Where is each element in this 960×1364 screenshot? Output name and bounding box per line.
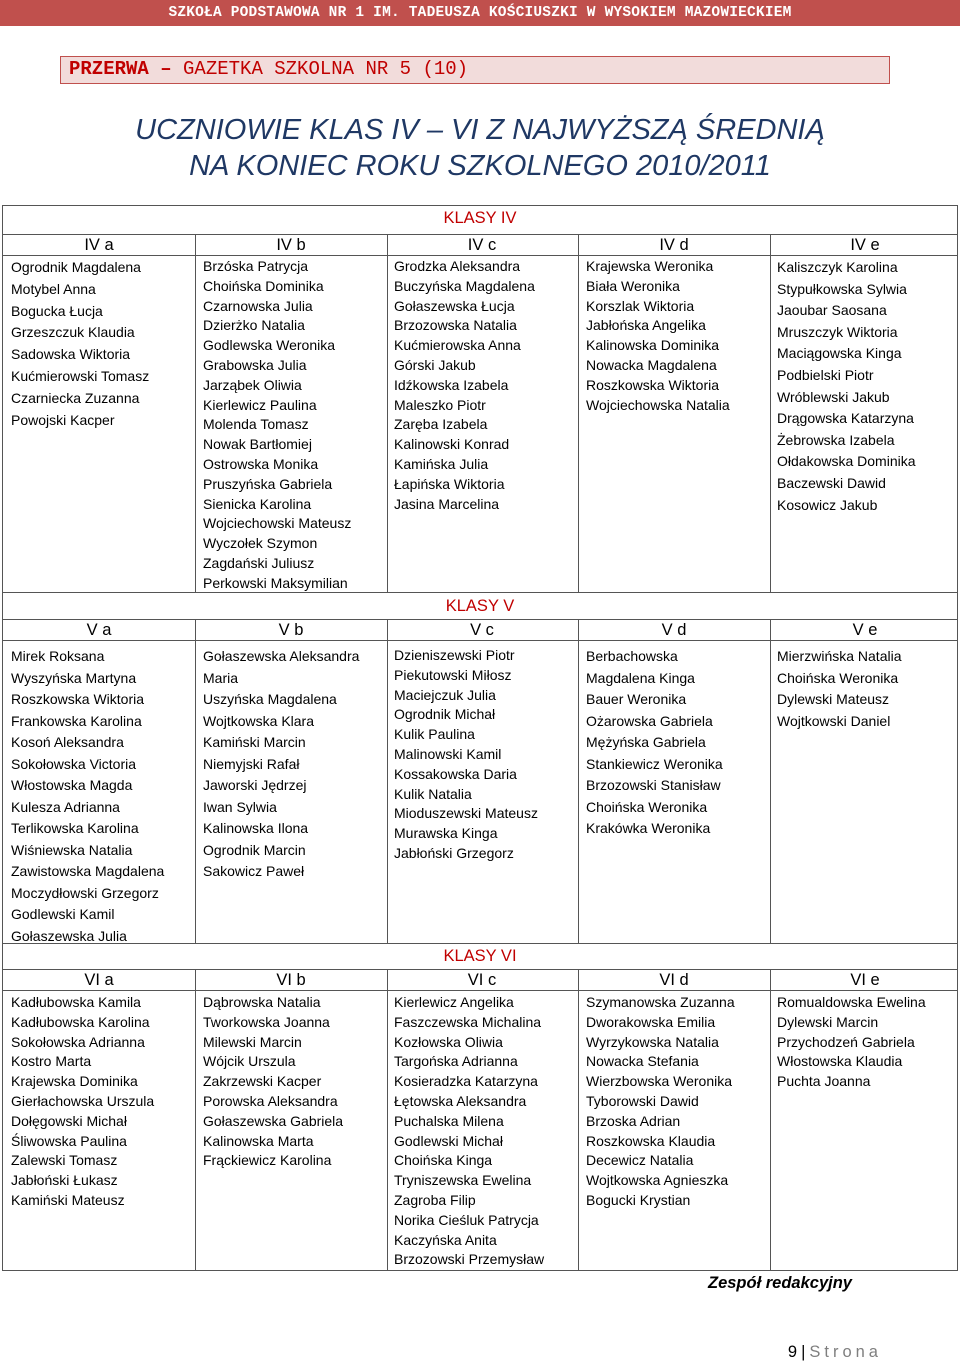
class-label: V b <box>278 621 304 639</box>
student-name: Wiśniewska Natalia <box>11 841 133 858</box>
student-name: Zalewski Tomasz <box>11 1152 118 1169</box>
student-list <box>777 993 926 1092</box>
student-name: Terlikowska Karolina <box>11 820 139 836</box>
student-name: Decewicz Natalia <box>586 1152 694 1169</box>
student-name: Przychodzeń Gabriela <box>777 1033 915 1050</box>
student-name: Stankiewicz Weronika <box>586 755 723 772</box>
class-label: IV a <box>84 236 114 254</box>
student-name: Tworkowska Joanna <box>203 1013 330 1030</box>
student-name: Wyrzykowska Natalia <box>586 1033 719 1050</box>
student-list <box>11 993 154 1211</box>
student-name: Jabłońska Angelika <box>586 317 706 334</box>
student-name: Idźkowska Izabela <box>394 376 509 393</box>
section-title: KLASY IV <box>443 209 517 227</box>
student-name: Czarnowska Julia <box>203 297 313 314</box>
class-label: IV e <box>850 236 880 254</box>
student-name: Kierlewicz Paulina <box>203 396 317 413</box>
student-name: Mioduszewski Mateusz <box>394 805 538 822</box>
student-name: Norika Cieśluk Patrycja <box>394 1211 539 1228</box>
page-indicator <box>788 1342 882 1362</box>
student-name: Motybel Anna <box>11 280 96 297</box>
student-list <box>203 257 351 594</box>
column-divider <box>387 234 388 592</box>
student-name: Sienicka Karolina <box>203 495 312 512</box>
student-name: Łętowska Aleksandra <box>394 1092 527 1109</box>
class-label: IV b <box>276 236 306 254</box>
student-name: Mierzwińska Natalia <box>777 648 902 664</box>
student-name: Grabowska Julia <box>203 356 307 373</box>
student-name: Wojciechowski Mateusz <box>203 515 352 532</box>
student-name: Buczyńska Magdalena <box>394 277 535 294</box>
student-name: Zaręba Izabela <box>394 416 488 433</box>
student-name: Kadłubowska Karolina <box>11 1013 150 1030</box>
column-divider <box>195 969 196 1270</box>
student-name: Łapińska Wiktoria <box>394 475 505 492</box>
student-name: Grzeszczuk Klaudia <box>11 324 135 341</box>
student-name: Choińska Weronika <box>777 669 899 686</box>
student-name: Dworakowska Emilia <box>586 1013 716 1030</box>
student-name: Frąckiewicz Karolina <box>203 1152 332 1169</box>
students-table <box>2 205 958 1271</box>
student-name: Ostrowska Monika <box>203 455 319 472</box>
student-name: Dylewski Marcin <box>777 1013 879 1030</box>
gazette-name: PRZERWA – <box>69 58 172 80</box>
student-name: Kosieradzka Katarzyna <box>394 1073 538 1090</box>
student-name: Kamińska Julia <box>394 455 489 472</box>
column-divider <box>387 619 388 943</box>
student-name: Śliwowska Paulina <box>11 1132 127 1149</box>
student-name: Wojtkowska Agnieszka <box>586 1172 729 1189</box>
column-divider <box>195 619 196 943</box>
student-name: Murawska Kinga <box>394 825 498 842</box>
student-name: Korszlak Wiktoria <box>586 297 695 314</box>
student-name: Kulesza Adrianna <box>11 798 120 815</box>
student-name: Zakrzewski Kacper <box>203 1073 322 1090</box>
student-name: Szymanowska Zuzanna <box>586 994 735 1010</box>
student-name: Kulik Paulina <box>394 726 475 743</box>
student-list <box>394 993 544 1270</box>
student-name: Kulik Natalia <box>394 785 472 802</box>
gazette-banner <box>60 56 890 84</box>
student-name: Moczydłowski Grzegorz <box>11 884 159 901</box>
student-name: Kozłowska Oliwia <box>394 1033 503 1050</box>
student-name: Niemyjski Rafał <box>203 755 300 772</box>
section-divider <box>3 943 957 944</box>
student-list <box>394 646 538 864</box>
class-label: VI a <box>84 971 114 989</box>
student-name: Godlewska Weronika <box>203 337 336 354</box>
column-divider <box>578 619 579 943</box>
student-name: Choińska Weronika <box>586 798 708 815</box>
student-name: Jabłoński Łukasz <box>11 1172 118 1189</box>
student-name: Bogucka Łucja <box>11 302 103 319</box>
student-list <box>11 257 149 431</box>
student-name: Godlewski Michał <box>394 1132 503 1149</box>
student-name: Kamiński Mateusz <box>11 1191 125 1208</box>
editorial-team: Zespół redakcyjny <box>708 1274 852 1292</box>
column-divider <box>770 619 771 943</box>
student-name: Gołaszewska Julia <box>11 927 127 944</box>
student-name: Kaliszczyk Karolina <box>777 259 898 275</box>
student-name: Porowska Aleksandra <box>203 1092 338 1109</box>
student-name: Wyszyńska Martyna <box>11 669 137 686</box>
student-name: Zawistowska Magdalena <box>11 863 165 879</box>
column-divider <box>195 234 196 592</box>
student-name: Maria <box>203 669 239 686</box>
student-name: Gołaszewska Gabriela <box>203 1112 344 1129</box>
student-name: Stypułkowska Sylwia <box>777 280 907 297</box>
student-name: Kaczyńska Anita <box>394 1231 497 1248</box>
page-number: 9 <box>787 1343 798 1361</box>
student-list <box>586 646 723 840</box>
student-name: Maciejczuk Julia <box>394 686 496 703</box>
student-name: Roszkowska Wiktoria <box>11 691 145 707</box>
student-name: Jarząbek Oliwia <box>203 376 302 393</box>
student-name: Kalinowska Dominika <box>586 337 720 354</box>
class-label: IV d <box>659 236 689 254</box>
student-list <box>394 257 535 514</box>
student-name: Mirek Roksana <box>11 648 105 664</box>
student-name: Mężyńska Gabriela <box>586 734 706 750</box>
student-name: Krakówka Weronika <box>586 820 711 836</box>
student-name: Wójcik Urszula <box>203 1053 296 1070</box>
student-name: Berbachowska <box>586 648 678 664</box>
student-name: Włostowska Klaudia <box>777 1053 903 1070</box>
section-title: KLASY VI <box>443 947 517 965</box>
section-title: KLASY V <box>445 597 515 615</box>
student-name: Czarniecka Zuzanna <box>11 389 140 406</box>
student-name: Roszkowska Klaudia <box>586 1132 716 1149</box>
class-header-row <box>3 619 957 641</box>
student-name: Tyborowski Dawid <box>586 1092 699 1109</box>
student-name: Kamiński Marcin <box>203 734 306 750</box>
student-name: Gierłachowska Urszula <box>11 1092 155 1109</box>
student-name: Roszkowska Wiktoria <box>586 376 720 393</box>
student-name: Górski Jakub <box>394 356 476 373</box>
student-name: Sadowska Wiktoria <box>11 346 131 363</box>
student-list <box>11 646 164 947</box>
student-name: Malinowski Kamil <box>394 745 502 762</box>
student-name: Brzoska Adrian <box>586 1112 681 1129</box>
student-name: Brzozowski Stanisław <box>586 777 721 793</box>
student-name: Dąbrowska Natalia <box>203 994 321 1010</box>
student-name: Uszyńska Magdalena <box>203 691 337 707</box>
student-name: Zagdański Juliusz <box>203 554 315 571</box>
class-label: VI b <box>276 971 306 989</box>
class-label: V e <box>852 621 878 639</box>
class-label: VI c <box>467 971 497 989</box>
student-name: Jasina Marcelina <box>394 495 500 512</box>
student-name: Grodzka Aleksandra <box>394 258 521 274</box>
class-label: VI e <box>850 971 880 989</box>
student-name: Godlewski Kamil <box>11 906 115 922</box>
student-name: Nowak Bartłomiej <box>203 436 312 453</box>
student-name: Kosoń Aleksandra <box>11 734 124 750</box>
student-name: Perkowski Maksymilian <box>203 574 348 591</box>
student-name: Jaworski Jędrzej <box>203 777 307 793</box>
class-header-row <box>3 234 957 256</box>
student-name: Kostro Marta <box>11 1053 92 1070</box>
student-name: Dzieniszewski Piotr <box>394 647 515 663</box>
student-name: Puchalska Milena <box>394 1112 504 1129</box>
student-name: Wojciechowska Natalia <box>586 396 730 413</box>
student-name: Ogrodnik Marcin <box>203 841 306 858</box>
student-name: Żebrowska Izabela <box>777 431 895 448</box>
student-name: Pruszyńska Gabriela <box>203 475 333 492</box>
student-name: Wyczołek Szymon <box>203 535 318 552</box>
section-divider <box>3 592 957 593</box>
student-name: Frankowska Karolina <box>11 712 142 729</box>
student-name: Nowacka Stefania <box>586 1053 699 1070</box>
student-name: Dylewski Mateusz <box>777 691 890 707</box>
student-name: Jaoubar Saosana <box>777 302 887 319</box>
student-name: Wojtkowski Daniel <box>777 712 891 729</box>
student-name: Podbielski Piotr <box>777 366 874 383</box>
page-title-line-2: NA KONIEC ROKU SZKOLNEGO 2010/2011 <box>189 150 771 182</box>
student-name: Kućmierowska Anna <box>394 337 521 354</box>
class-label: IV c <box>467 236 497 254</box>
student-list <box>777 646 901 732</box>
student-name: Sakowicz Paweł <box>203 863 305 879</box>
student-name: Krajewska Weronika <box>586 258 714 274</box>
student-name: Milewski Marcin <box>203 1033 302 1050</box>
column-divider <box>770 234 771 592</box>
gazette-issue: GAZETKA SZKOLNA NR 5 (10) <box>171 58 469 80</box>
student-name: Zagroba Filip <box>394 1191 476 1208</box>
student-name: Sokołowska Victoria <box>11 755 137 772</box>
column-divider <box>770 969 771 1270</box>
student-name: Brzozowska Natalia <box>394 317 517 334</box>
student-name: Powojski Kacper <box>11 411 115 428</box>
student-name: Brzozowski Przemysław <box>394 1251 545 1268</box>
student-name: Gołaszewska Łucja <box>394 297 515 314</box>
student-name: Tryniszewska Ewelina <box>394 1172 532 1189</box>
student-name: Kalinowska Marta <box>203 1132 314 1149</box>
school-name-banner: SZKOŁA PODSTAWOWA NR 1 IM. TADEUSZA KOŚCIUSZKI W WYSOKIEM MAZOWIECKIEM <box>0 0 960 26</box>
student-name: Kalinowski Konrad <box>394 436 510 453</box>
student-name: Brzóska Patrycja <box>203 258 309 274</box>
student-name: Gołaszewska Aleksandra <box>203 648 360 664</box>
student-name: Kosowicz Jakub <box>777 496 878 513</box>
student-name: Wierzbowska Weronika <box>586 1073 733 1090</box>
student-name: Mruszczyk Wiktoria <box>777 323 898 340</box>
student-name: Choińska Kinga <box>394 1152 493 1169</box>
student-name: Baczewski Dawid <box>777 474 886 491</box>
student-name: Kierlewicz Angelika <box>394 994 514 1010</box>
student-name: Kossakowska Daria <box>394 765 517 782</box>
student-name: Iwan Sylwia <box>203 798 277 815</box>
page-separator: | <box>801 1343 806 1361</box>
student-name: Romualdowska Ewelina <box>777 994 926 1010</box>
student-name: Ożarowska Gabriela <box>586 712 713 729</box>
student-name: Puchta Joanna <box>777 1073 871 1090</box>
student-name: Maciągowska Kinga <box>777 345 902 362</box>
student-name: Bogucki Krystian <box>586 1191 691 1208</box>
student-name: Nowacka Magdalena <box>586 356 717 373</box>
student-name: Wróblewski Jakub <box>777 388 890 405</box>
column-divider <box>578 234 579 592</box>
class-label: VI d <box>659 971 689 989</box>
student-list <box>203 646 359 883</box>
student-name: Molenda Tomasz <box>203 416 309 433</box>
student-list <box>777 257 916 516</box>
student-name: Krajewska Dominika <box>11 1073 138 1090</box>
student-name: Jabłoński Grzegorz <box>394 844 514 861</box>
student-name: Dzierżko Natalia <box>203 317 305 334</box>
page-title-line-1: UCZNIOWIE KLAS IV – VI Z NAJWYŻSZĄ ŚREDNIĄ <box>135 114 825 146</box>
student-list <box>586 257 730 415</box>
column-divider <box>578 969 579 1270</box>
student-name: Faszczewska Michalina <box>394 1013 542 1030</box>
student-name: Ogrodnik Michał <box>394 706 496 723</box>
student-name: Ołdakowska Dominika <box>777 453 916 470</box>
student-name: Bauer Weronika <box>586 691 687 707</box>
page-word: Strona <box>809 1343 882 1361</box>
student-list <box>586 993 735 1211</box>
student-name: Ogrodnik Magdalena <box>11 259 141 275</box>
student-name: Drągowska Katarzyna <box>777 410 914 427</box>
student-name: Kućmierowski Tomasz <box>11 367 150 384</box>
student-list <box>203 993 343 1171</box>
class-label: V d <box>661 621 687 639</box>
class-label: V a <box>86 621 112 639</box>
student-name: Maleszko Piotr <box>394 396 486 413</box>
student-name: Włostowska Magda <box>11 777 133 793</box>
student-name: Kalinowska Ilona <box>203 820 309 836</box>
student-name: Biała Weronika <box>586 277 680 294</box>
student-name: Dołęgowski Michał <box>11 1112 127 1129</box>
class-label: V c <box>470 621 494 639</box>
column-divider <box>387 969 388 1270</box>
page-footer <box>0 1340 960 1364</box>
student-name: Piekutowski Miłosz <box>394 666 512 683</box>
student-name: Magdalena Kinga <box>586 669 695 686</box>
class-header-row <box>3 969 957 991</box>
student-name: Sokołowska Adrianna <box>11 1033 145 1050</box>
student-name: Wojtkowska Klara <box>203 712 315 729</box>
student-name: Kadłubowska Kamila <box>11 994 141 1010</box>
student-name: Targońska Adrianna <box>394 1053 518 1070</box>
student-name: Choińska Dominika <box>203 277 324 294</box>
